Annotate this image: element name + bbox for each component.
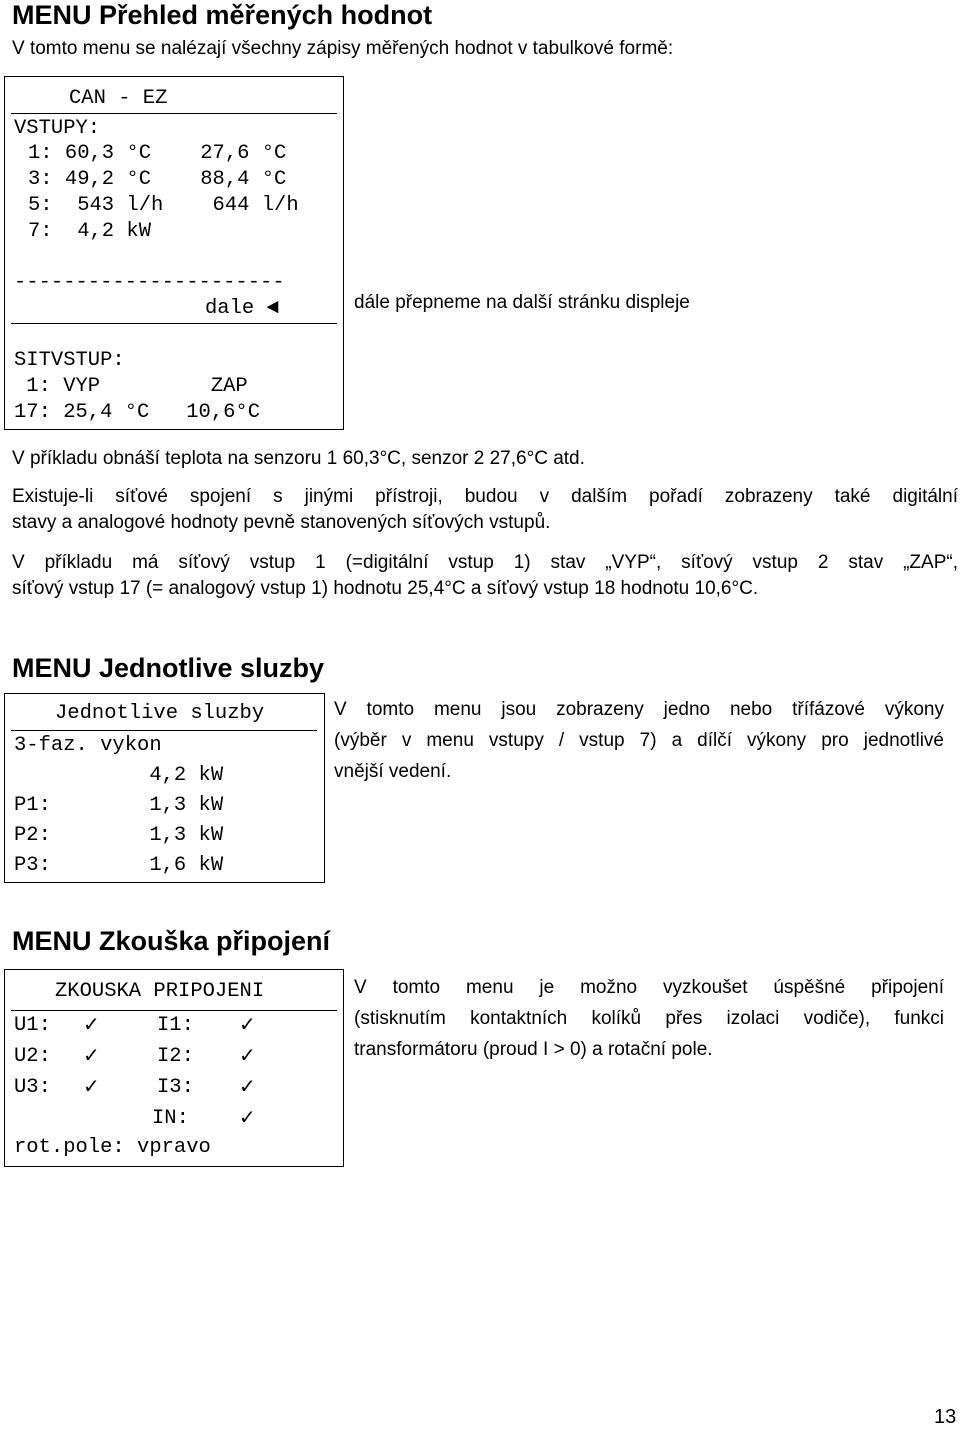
check-icon: ✓ bbox=[239, 1043, 256, 1067]
zkouska-text-l1: V tomto menu je možno vyzkoušet úspěšné připojení bbox=[354, 977, 944, 998]
zkouska-text-l2: (stisknutím kontaktních kolíků přes izolaci vodiče), funkci bbox=[354, 1008, 944, 1029]
display-header: CAN - EZ bbox=[69, 87, 168, 110]
sluzby-text-l1: V tomto menu jsou zobrazeny jedno nebo třífázové výkony bbox=[334, 699, 944, 720]
phase-label: U2: bbox=[14, 1045, 51, 1068]
zkouska-text-l3: transformátoru (proud I > 0) a rotační pole. bbox=[354, 1039, 713, 1060]
check-icon: ✓ bbox=[83, 1043, 100, 1067]
vstup-row: 1: 60,3 °C 27,6 °C bbox=[28, 142, 287, 165]
paragraph-example-2-l1: V příkladu má síťový vstup 1 (=digitální vstup 1) stav „VYP“, síťový vstup 2 stav „ZAP“, bbox=[12, 552, 958, 573]
display-header: ZKOUSKA PRIPOJENI bbox=[55, 980, 265, 1003]
current-label: I2: bbox=[157, 1045, 194, 1068]
display-header-line bbox=[11, 1010, 337, 1011]
section-title-sluzby: MENU Jednotlive sluzby bbox=[12, 653, 325, 683]
vykon-row: 3-faz. vykon bbox=[14, 734, 162, 757]
current-label: IN: bbox=[152, 1107, 189, 1130]
paragraph-network-l1: Existuje-li síťové spojení s jinými přístroji, budou v dalším pořadí zobrazeny také digitální bbox=[12, 486, 958, 507]
vykon-row: P1: 1,3 kW bbox=[14, 794, 224, 817]
phase-label: U3: bbox=[14, 1076, 51, 1099]
check-icon: ✓ bbox=[239, 1074, 256, 1098]
paragraph-example-2-l2: síťový vstup 17 (= analogový vstup 1) hodnotu 25,4°C a síťový vstup 18 hodnotu 10,6°C. bbox=[12, 578, 759, 599]
vstup-row: 3: 49,2 °C 88,4 °C bbox=[28, 168, 287, 191]
sluzby-text-l2: (výběr v menu vstupy / vstup 7) a dílčí výkony pro jednotlivé bbox=[334, 730, 944, 751]
page-number: 13 bbox=[934, 1406, 957, 1428]
vstup-row: 7: 4,2 kW bbox=[28, 220, 152, 243]
section-title-prehled: MENU Přehled měřených hodnot bbox=[12, 0, 433, 30]
section-title-zkouska: MENU Zkouška připojení bbox=[12, 926, 331, 956]
display-header-line bbox=[11, 113, 337, 114]
current-label: I3: bbox=[157, 1076, 194, 1099]
vykon-row: 4,2 kW bbox=[14, 764, 224, 787]
display-header-line bbox=[11, 730, 317, 731]
check-icon: ✓ bbox=[83, 1074, 100, 1098]
sitvstup-row: 1: VYP ZAP bbox=[14, 375, 248, 398]
rot-pole-row: rot.pole: vpravo bbox=[14, 1136, 211, 1159]
dash-separator: ---------------------- bbox=[14, 271, 285, 294]
vykon-row: P2: 1,3 kW bbox=[14, 824, 224, 847]
paragraph-network-l2: stavy a analogové hodnoty pevně stanovených síťových vstupů. bbox=[12, 512, 551, 533]
check-icon: ✓ bbox=[239, 1105, 256, 1129]
display-header: Jednotlive sluzby bbox=[55, 702, 265, 725]
display-can-ez bbox=[4, 76, 344, 430]
sitvstup-row: 17: 25,4 °C 10,6°C bbox=[14, 401, 261, 424]
paragraph-example-1: V příkladu obnáší teplota na senzoru 1 60,3°C, senzor 2 27,6°C atd. bbox=[12, 448, 585, 469]
check-icon: ✓ bbox=[239, 1012, 256, 1036]
vstup-row: 5: 543 l/h 644 l/h bbox=[28, 194, 299, 217]
vykon-row: P3: 1,6 kW bbox=[14, 854, 224, 877]
display-sluzby bbox=[4, 693, 325, 883]
check-icon: ✓ bbox=[83, 1012, 100, 1036]
phase-label: U1: bbox=[14, 1014, 51, 1037]
intro-text: V tomto menu se nalézají všechny zápisy měřených hodnot v tabulkové formě: bbox=[12, 38, 674, 59]
vstupy-label: VSTUPY: bbox=[14, 117, 101, 140]
dale-indicator: dale ◄ bbox=[205, 297, 279, 320]
current-label: I1: bbox=[157, 1014, 194, 1037]
dale-line bbox=[11, 323, 337, 324]
dale-note: dále přepneme na další stránku displeje bbox=[354, 292, 690, 313]
display-zkouska bbox=[4, 969, 344, 1167]
sluzby-text-l3: vnější vedení. bbox=[334, 761, 452, 782]
sitvstup-label: SITVSTUP: bbox=[14, 349, 125, 372]
